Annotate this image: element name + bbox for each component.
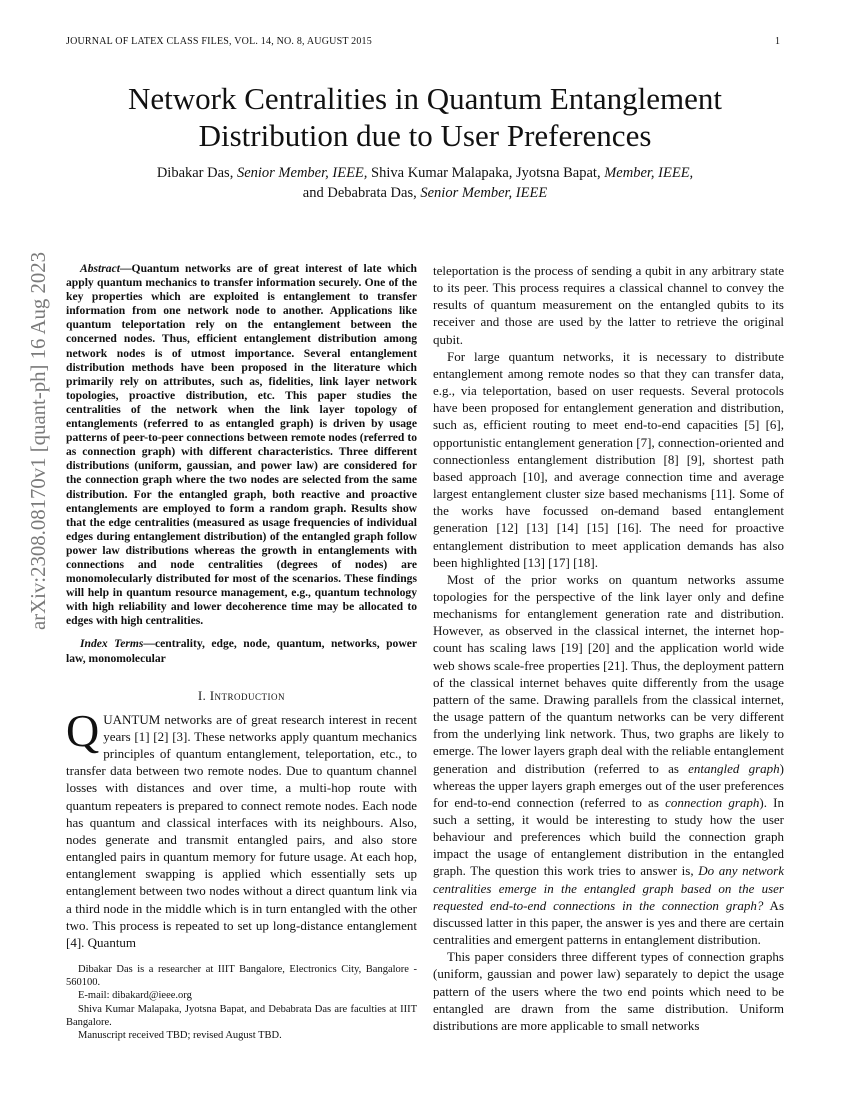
section-number: I.: [197, 688, 210, 703]
right-paragraph-4: This paper considers three different types of connection graphs (uniform, gaussian and power law) separately to depict the usage pattern of the users where the two end points which need to be entangled are drawn from the same distribution. Uniform distributions are more applicable to small networks: [433, 949, 784, 1033]
author-list: [0, 163, 850, 203]
intro-paragraph-1: [66, 704, 417, 951]
right-paragraph-2: For large quantum networks, it is necessary to distribute entanglement among remote nodes so that they can transfer data, e.g., via teleportation, based on user requests. Several protocols have been proposed for entanglement generation and distribution, such as, efficient routing to meet end-to-end capacities [5] [6], opportunistic entanglement generation [7], connection-oriented and connectionless entanglement distribution [8] [9], shortest path based approach [10], and average connection time and average largest entanglement cluster size based mechanisms [11]. Some of the works have focussed on-demand based entanglement generation [12] [13] [14] [15] [16]. The need for proactive entanglement distribution to meet application demands has also been highlighted [13] [17] [18].: [433, 348, 784, 570]
index-terms: [66, 637, 417, 665]
arxiv-stamp-text: arXiv:2308.08170v1 [quant-ph] 16 Aug 2023: [26, 250, 50, 630]
intro-paragraph-1-text: UANTUM networks are of great research interest in recent years [1] [2] [3]. These networks apply quantum mechanics principles of quantum entanglement, teleportation, etc., to transfer data between two remote nodes. Due to quantum channel losses with distances and over time, a multi-hop route with quantum repeaters is prepared to connect remote nodes. Each node has quantum and classical interfaces with its neighbours. Also, nodes generate and transmit entangled pairs, and also store entangled pairs in quantum memory for future usage. At each hop, entanglement swapping is applied which essentially sets up entanglement between two nodes without a direct quantum link via a third node in the middle which is in turn entangled with the other two. This process is repeated to set up long-distance entanglement [4]. Quantum: [66, 711, 417, 950]
right-paragraph-1: teleportation is the process of sending a qubit in any arbitrary state to its peer. This process requires a classical channel to convey the results of quantum measurement on the entangled qubits to its receiver and those are used by the latter to retrieve the original qubit.: [433, 263, 784, 347]
page-number: 1: [775, 36, 780, 47]
p3-connection-graph: connection graph: [665, 794, 760, 810]
paper-title: [0, 80, 850, 154]
author-4: and Debabrata Das,: [302, 185, 421, 201]
footnotes: [66, 963, 417, 1042]
running-header: JOURNAL OF LATEX CLASS FILES, VOL. 14, NO. 8, AUGUST 2015: [66, 36, 372, 47]
footnote-rule: [66, 957, 146, 958]
footnote-manuscript: Manuscript received TBD; revised August TBD.: [78, 1030, 282, 1042]
p3-entangled-graph: entangled graph: [688, 760, 780, 776]
author-3-role: Member, IEEE,: [604, 165, 694, 181]
p3-part-e: ). In such a setting, it would be interesting to study how the user behaviour and preferences which build the connection graph impact the usage of entanglement distribution in the entangled graph. The question this work tries to answer is,: [433, 794, 784, 879]
footnote-coauthors: Shiva Kumar Malapaka, Jyotsna Bapat, and Debabrata Das are faculties at IIIT Bangalore.: [66, 1003, 417, 1028]
p3-part-c: ) whereas the upper layers graph emerges out of the user preferences for end-to-end connection (referred to as: [433, 760, 784, 810]
index-terms-label: Index Terms: [80, 637, 144, 651]
section-heading: [66, 688, 417, 705]
abstract: [66, 262, 417, 628]
left-column: [66, 262, 417, 951]
abstract-label: Abstract: [80, 262, 120, 275]
p3-part-a: Most of the prior works on quantum networks assume topologies for the perspective of the link layer only and define mechanisms for entanglement generation rate and distribution. However, as observed in the classical internet, the internet hop-count has scaling laws [19] [20] and the application world wide web shows scale-free properties [21]. Thus, the deployment pattern of the classical internet behaves quite differently from the usage pattern of the same. Drawing parallels from the classical internet, the usage pattern of the quantum networks can be very different from the underlying link network. Thus, two graphs are likely to emerge. The lower layers graph deal with the reliable entanglement generation and distribution (referred to as: [433, 571, 784, 776]
abstract-text: —Quantum networks are of great interest of late which apply quantum mechanics to transfer information securely. One of the key properties which are exploited is entanglement to transfer information from one network node to another. Applications like quantum teleportation rely on the entanglement between the concerned nodes. Thus, efficient entanglement distribution among network nodes is of utmost importance. Several entanglement distribution methods have been proposed in the literature which primarily rely on attributes, such as, fidelities, link layer network topologies, proactive distribution, etc. This paper studies the centralities of the network when the link layer topology of entanglements (referred to as entangled graph) is driven by usage patterns of peer-to-peer connections between remote nodes (referred to as connection graph) with different characteristics. Three different distributions (uniform, gaussian, and power law) are considered for the connection graph where the two nodes are selected from the same distribution. For the entangled graph, both reactive and proactive entanglements are employed to form a random graph. Results show that the edge centralities (measured as usage frequencies of individual edges during entanglement distribution) of the entangled graph follow power law distributions whereas the growth in entanglements with connections and node centralities (degrees of nodes) are monomolecularly distributed for most of the scenarios. These findings will help in quantum resource management, e.g., quantum technology with high reliability and lower decoherence time may be allocated to edges with high centralities.: [66, 262, 417, 628]
author-2-3: Shiva Kumar Malapaka, Jyotsna Bapat,: [367, 165, 605, 181]
drop-cap: Q: [66, 704, 100, 756]
index-terms-text: —centrality, edge, node, quantum, networks, power law, monomolecular: [66, 637, 417, 665]
footnote-email: E-mail: dibakard@ieee.org: [78, 990, 192, 1002]
right-column: [433, 262, 784, 1034]
title-line-1: Network Centralities in Quantum Entanglement: [127, 81, 723, 116]
p3-part-g: As discussed latter in this paper, the answer is yes and there are certain centralities and emergent patterns in entanglement distribution.: [433, 897, 785, 948]
arxiv-stamp: [14, 250, 56, 630]
footnote-affiliation: Dibakar Das is a researcher at IIIT Bangalore, Electronics City, Bangalore - 560100.: [66, 964, 417, 989]
title-line-2: Distribution due to User Preferences: [198, 118, 652, 153]
p3-research-question: Do any network centralities emerge in the entangled graph based on the user requested end-to-end connections in the connection graph?: [433, 863, 785, 913]
section-title: Introduction: [209, 688, 286, 703]
author-1-role: Senior Member, IEEE,: [236, 165, 368, 181]
author-4-role: Senior Member, IEEE: [420, 185, 548, 201]
author-1: Dibakar Das,: [156, 165, 237, 181]
right-paragraph-3: [433, 571, 784, 948]
